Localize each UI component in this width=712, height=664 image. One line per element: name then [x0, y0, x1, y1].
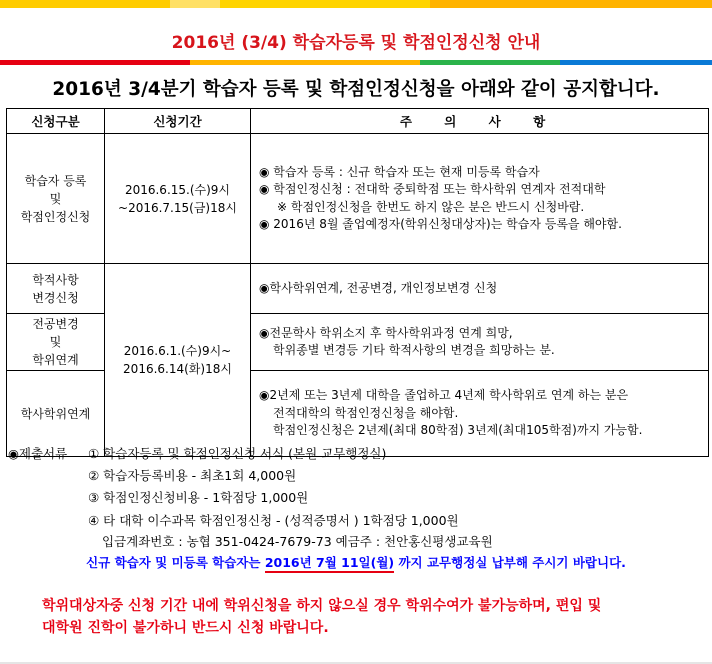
deadline-prefix: 신규 학습자 및 미등록 학습자는 [86, 555, 265, 570]
period-cell: 2016.6.15.(수)9시 ~2016.7.15(금)18시 [105, 134, 251, 264]
deadline-suffix: 까지 교무행정실 납부해 주시기 바랍니다. [394, 555, 626, 570]
documents-label: ◉제출서류 [8, 446, 68, 461]
list-item: ① 학습자등록 및 학점인정신청 서식 (본원 교무행정실) [88, 446, 387, 461]
table-header-row [7, 109, 709, 134]
header-category: 신청구분 [7, 109, 105, 134]
deadline-notice [0, 553, 712, 571]
warning-notice: 학위대상자중 신청 기간 내에 학위신청을 하지 않으실 경우 학위수여가 불가능하며, 편입 및 대학원 진학이 불가하니 반드시 신청 바랍니다. [42, 598, 602, 636]
category-cell: 학사학위연계 [7, 371, 105, 457]
table-row [7, 264, 709, 314]
header-notes: 주 의 사 항 [251, 109, 709, 134]
page-subtitle: 2016년 3/4분기 학습자 등록 및 학점인정신청을 아래와 같이 공지합니다. [52, 79, 660, 100]
notes-cell: ◉2년제 또는 3년제 대학을 졸업하고 4년제 학사학위로 연계 하는 분은 전적대학의 학점인정신청을 해야함. 학점인정신청은 2년제(최대 80학점) 3년제(최대105학점)까지 가능함. [251, 371, 709, 457]
list-item: ④ 타 대학 이수과목 학점인정신청 - (성적증명서 ) 1학점당 1,000원 [88, 513, 459, 528]
banner-title: 2016년 (3/4) 학습자등록 및 학점인정신청 안내 [171, 33, 541, 53]
category-cell: 학습자 등록 및 학점인정신청 [7, 134, 105, 264]
list-item: ② 학습자등록비용 - 최초1회 4,000원 [88, 468, 297, 483]
category-cell: 학적사항 변경신청 [7, 264, 105, 314]
account-info: 입금계좌번호 : 농협 351-0424-7679-73 예금주 : 천안홍신평생교육원 [102, 534, 493, 549]
list-item: ③ 학점인정신청비용 - 1학점당 1,000원 [88, 490, 309, 505]
category-cell: 전공변경 및 학위연계 [7, 314, 105, 371]
header-period: 신청기간 [105, 109, 251, 134]
bottom-color-stripe [0, 60, 712, 65]
notes-cell: ◉ 학습자 등록 : 신규 학습자 또는 현재 미등록 학습자 ◉ 학점인정신청 : 전대학 중퇴학점 또는 학사학위 연계자 전적대학 ※ 학점인정신청을 한번도 하지 않은 분은 반드시 신청바람. ◉ 2016년 8월 졸업예정자(학위신청대상자)는 학습자 등록을 해야함. [251, 134, 709, 264]
table-row [7, 134, 709, 264]
deadline-date: 2016년 7월 11일(월) [265, 555, 394, 573]
top-color-stripe [0, 0, 712, 8]
notes-cell: ◉학사학위연계, 전공변경, 개인정보변경 신청 [251, 264, 709, 314]
notes-cell: ◉전문학사 학위소지 후 학사학위과정 연계 희망, 학위종별 변경등 기타 학적사항의 변경을 희망하는 분. [251, 314, 709, 371]
period-cell: 2016.6.1.(수)9시~ 2016.6.14(화)18시 [105, 264, 251, 457]
notice-table [6, 108, 709, 457]
